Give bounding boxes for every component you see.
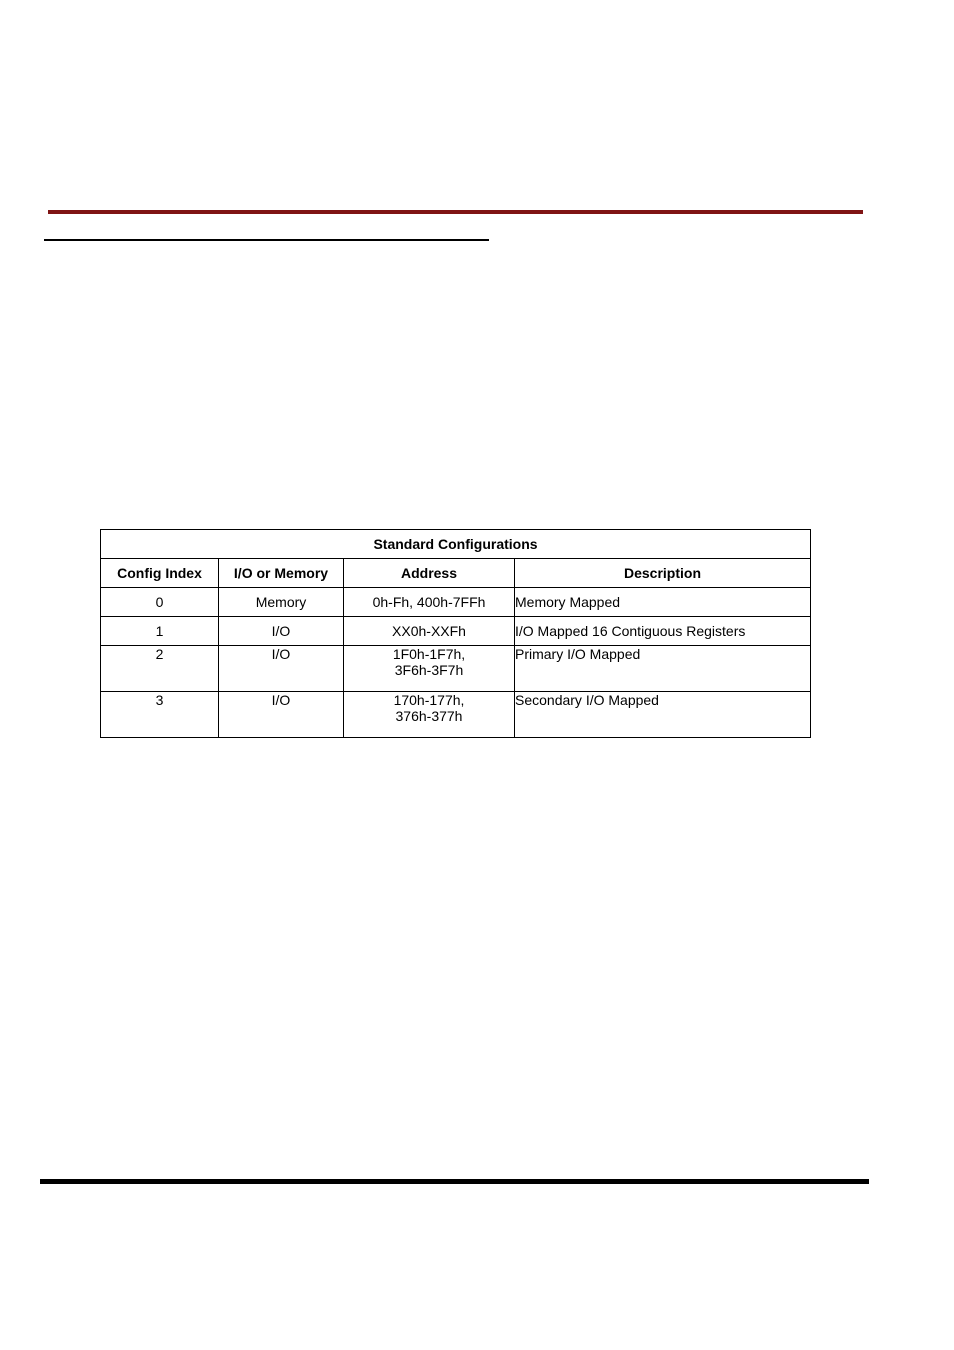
header-io-or-memory: I/O or Memory [219,559,344,588]
config-index-cell: 0 [101,588,219,617]
description-cell: Primary I/O Mapped [515,646,811,692]
table-title: Standard Configurations [101,530,811,559]
address-line: 0h-Fh, 400h-7FFh [372,594,486,610]
address-line: XX0h-XXFh [392,623,466,639]
description-cell: I/O Mapped 16 Contiguous Registers [515,617,811,646]
address-line: 376h-377h [395,708,463,724]
address-cell [344,617,515,646]
footer-rule [40,1179,869,1184]
header-description: Description [515,559,811,588]
table-row [101,617,811,646]
table-row [101,692,811,738]
table-row [101,588,811,617]
io-or-memory-cell: I/O [219,646,344,692]
description-cell: Secondary I/O Mapped [515,692,811,738]
config-index-cell: 3 [101,692,219,738]
address-cell [344,692,515,738]
section-underline [44,239,489,241]
header-address: Address [344,559,515,588]
io-or-memory-cell: I/O [219,617,344,646]
address-cell [344,646,515,692]
config-index-cell: 1 [101,617,219,646]
description-cell: Memory Mapped [515,588,811,617]
address-line: 1F0h-1F7h, [392,646,466,662]
header-rule [48,210,863,214]
io-or-memory-cell: I/O [219,692,344,738]
io-or-memory-cell: Memory [219,588,344,617]
address-line: 170h-177h, [393,692,465,708]
standard-configurations-table [100,529,811,738]
config-index-cell: 2 [101,646,219,692]
address-cell [344,588,515,617]
table-row [101,646,811,692]
header-config-index: Config Index [101,559,219,588]
address-line: 3F6h-3F7h [394,662,464,678]
